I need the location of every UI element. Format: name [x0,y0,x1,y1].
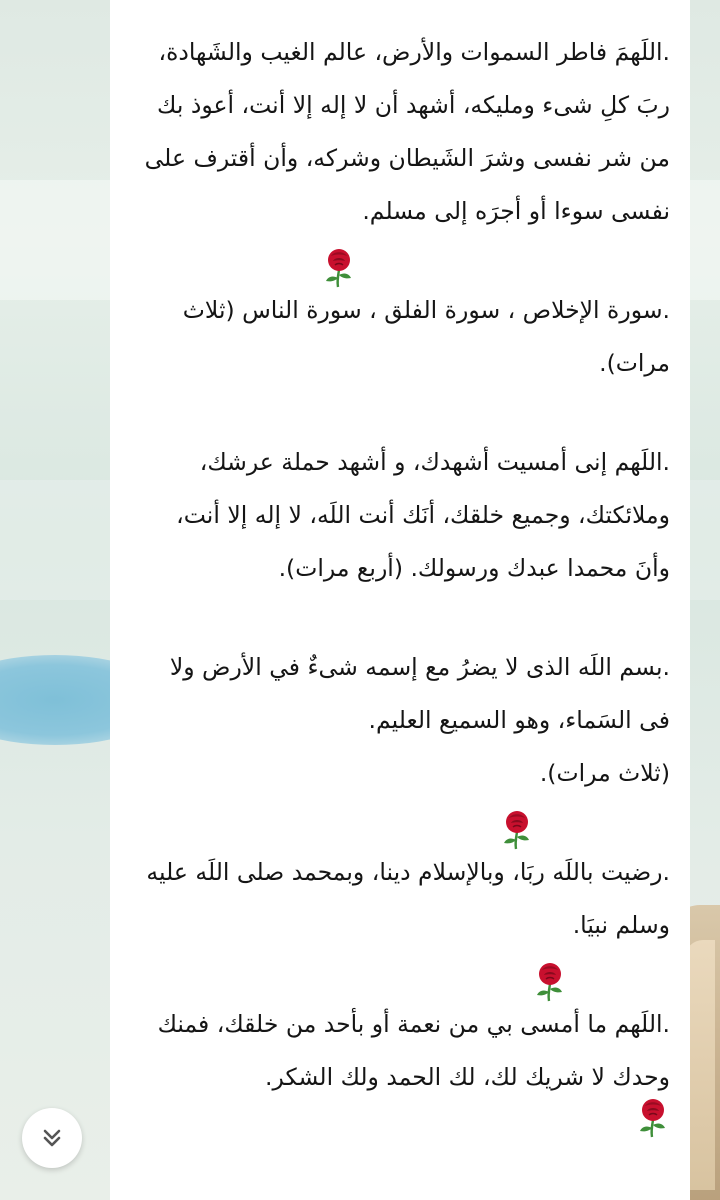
message-text [136,26,670,1142]
scroll-down-button[interactable] [22,1108,82,1168]
double-chevron-down-icon [39,1125,65,1151]
paragraph-text: .رضيت باللَه ربَا، وبالإسلام دينا، وبمحمد صلى اللَه عليه وسلم نبيَا. [146,858,670,939]
paragraph-text: .بسم اللَه الذى لا يضرُ مع إسمه شىءٌ في الأرض ولا فى السَماء، وهو السميع العليم. (ثلاث مرات). [169,653,670,787]
message-paragraph [136,641,670,800]
paragraph-text: .اللَهم ما أمسى بي من نعمة أو بأحد من خلقك، فمنك وحدك لا شريك لك، لك الحمد ولك الشكر. [157,1010,670,1091]
message-paragraph [136,436,670,595]
rose-emoji-icon [500,757,534,797]
paragraph-text: .اللَهم إنى أمسيت أشهدك، و أشهد حملة عرشك، وملائكتك، وجميع خلقك، أنَك أنت اللَه، لا إله إلا أنت، وأنَ محمدا عبدك ورسولك. (أربع مرات). [176,448,670,582]
message-paragraph [136,998,670,1104]
paragraph-text: .اللَهمَ فاطر السموات والأرض، عالم الغيب والشَهادة، ربَ كلِ شىء ومليكه، أشهد أن لا إله إلا أنت، أعوذ بك من شر نفسى وشرَ الشَيطان وشركه، وأن أقترف على نفسى سوءا أو أجرَه إلى مسلم. [144,38,670,225]
message-paragraph [136,26,670,238]
rose-emoji-icon [636,1098,670,1142]
rose-emoji-icon [533,909,567,949]
rose-emoji-icon [322,195,356,235]
message-bubble[interactable] [110,0,690,1200]
message-paragraph [136,284,670,390]
message-paragraph [136,846,670,952]
paragraph-text: .سورة الإخلاص ، سورة الفلق ، سورة الناس (ثلاث مرات). [182,296,670,377]
